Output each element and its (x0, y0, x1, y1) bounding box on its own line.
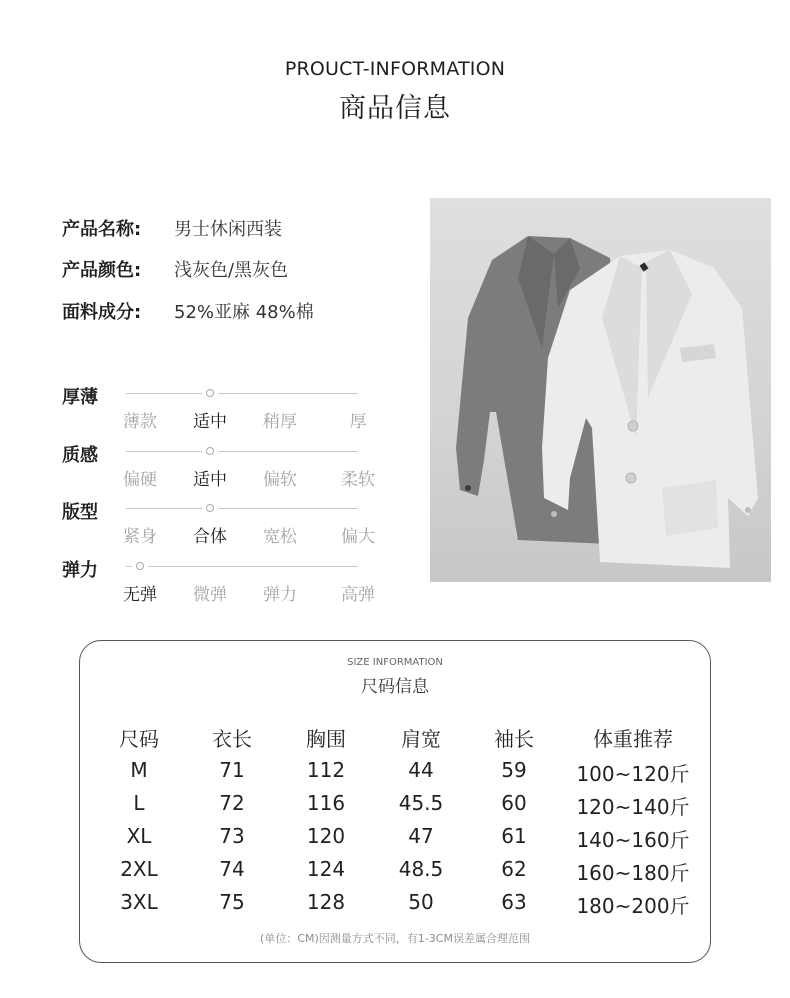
size-cell: 140~160斤 (576, 828, 690, 852)
scale-option: 宽松 (263, 527, 297, 547)
size-cell: 75 (219, 890, 245, 914)
size-cell: 44 (408, 758, 434, 782)
blazer-illustration (430, 198, 771, 582)
size-cell: 63 (501, 890, 527, 914)
size-cell: 47 (408, 824, 434, 848)
size-header-cell: 胸围 (306, 727, 346, 751)
scale-option: 偏软 (263, 470, 297, 490)
scale-option: 紧身 (123, 527, 157, 547)
scale-option: 高弹 (341, 585, 375, 605)
size-cell: 74 (219, 857, 245, 881)
size-cell: 116 (306, 791, 346, 815)
info-row-name (62, 215, 282, 241)
size-cell: 112 (306, 758, 346, 782)
info-value: 男士休闲西装 (174, 219, 282, 240)
scale-option: 厚 (349, 412, 367, 432)
scale-track (126, 508, 202, 509)
size-cell: 48.5 (398, 857, 444, 881)
scale-option: 适中 (193, 470, 227, 490)
scale-indicator (206, 504, 214, 512)
size-cell: 120 (306, 824, 346, 848)
size-header-cell: 肩宽 (401, 727, 441, 751)
info-value: 浅灰色/黑灰色 (174, 260, 289, 281)
scale-option: 薄款 (123, 412, 157, 432)
size-cell: 45.5 (398, 791, 444, 815)
scale-option: 微弹 (193, 585, 227, 605)
size-table-panel (79, 640, 711, 963)
prop-label-texture: 质感 (62, 445, 98, 466)
scale-track (126, 393, 202, 394)
prop-label-thickness: 厚薄 (62, 387, 98, 408)
size-title-cn: 尺码信息 (361, 677, 429, 697)
size-cell: M (130, 758, 148, 782)
scale-option: 适中 (193, 412, 227, 432)
info-value: 52%亚麻 48%棉 (174, 302, 314, 323)
product-photo (430, 198, 771, 582)
size-header-cell: 尺码 (119, 727, 159, 751)
size-cell: 62 (501, 857, 527, 881)
size-cell: 128 (306, 890, 346, 914)
prop-label-elasticity: 弹力 (62, 560, 98, 581)
size-header-cell: 衣长 (212, 727, 252, 751)
scale-track (218, 451, 358, 452)
info-key: 产品名称: (62, 219, 142, 240)
size-cell: 60 (501, 791, 527, 815)
size-cell: XL (126, 824, 152, 848)
scale-track (218, 393, 358, 394)
size-header-cell: 体重推荐 (593, 727, 673, 751)
scale-indicator (206, 447, 214, 455)
scale-option: 偏大 (341, 527, 375, 547)
size-cell: 120~140斤 (576, 795, 690, 819)
size-cell: 73 (219, 824, 245, 848)
prop-label-fit: 版型 (62, 502, 98, 523)
info-key: 面料成分: (62, 302, 142, 323)
size-cell: 72 (219, 791, 245, 815)
scale-indicator (206, 389, 214, 397)
info-key: 产品颜色: (62, 260, 142, 281)
scale-track (126, 451, 202, 452)
size-cell: L (133, 791, 145, 815)
size-title-en: SIZE INFORMATION (347, 657, 443, 668)
size-cell: 2XL (120, 857, 158, 881)
size-cell: 3XL (120, 890, 158, 914)
info-row-fabric (62, 298, 314, 324)
scale-option: 偏硬 (123, 470, 157, 490)
section-title-cn: 商品信息 (339, 93, 451, 124)
size-header-cell: 袖长 (494, 727, 534, 751)
section-title-en: PROUCT-INFORMATION (284, 58, 506, 80)
scale-option: 柔软 (341, 470, 375, 490)
scale-option: 合体 (193, 527, 227, 547)
size-cell: 100~120斤 (576, 762, 690, 786)
scale-indicator (136, 562, 144, 570)
size-cell: 50 (408, 890, 434, 914)
scale-track (126, 566, 132, 567)
size-note: (单位：CM)因测量方式不同，有1-3CM误差属合理范围 (260, 932, 530, 945)
size-cell: 124 (306, 857, 346, 881)
size-cell: 61 (501, 824, 527, 848)
scale-option: 弹力 (263, 585, 297, 605)
scale-option: 稍厚 (263, 412, 297, 432)
scale-track (218, 508, 358, 509)
size-cell: 71 (219, 758, 245, 782)
size-cell: 59 (501, 758, 527, 782)
scale-option: 无弹 (123, 585, 157, 605)
info-row-color (62, 256, 288, 282)
size-cell: 160~180斤 (576, 861, 690, 885)
scale-track (148, 566, 358, 567)
size-cell: 180~200斤 (576, 894, 690, 918)
